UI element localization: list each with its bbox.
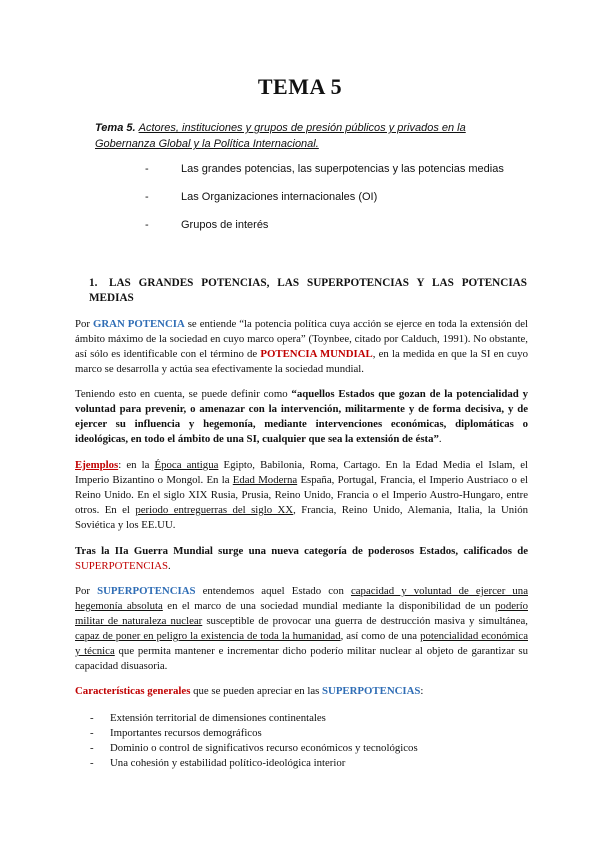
examples-label: Ejemplos xyxy=(75,459,119,471)
list-item xyxy=(90,726,418,741)
intro xyxy=(95,120,525,152)
section-number: 1. xyxy=(89,277,98,289)
list-item-text: Extensión territorial de dimensiones continentales xyxy=(110,712,326,724)
characteristics-list xyxy=(90,711,418,771)
text: , Francia, Reino Unido, Alemania, Italia, la Unión Soviética y los EE.UU. xyxy=(75,504,528,531)
list-item xyxy=(90,756,418,771)
toc-item xyxy=(145,191,504,219)
toc-item-label: Las Organizaciones internacionales (OI) xyxy=(181,191,378,203)
toc-item-label: Las grandes potencias, las superpotencias y las potencias medias xyxy=(181,163,504,175)
list-item xyxy=(90,741,418,756)
keyword-gran-potencia: GRAN POTENCIA xyxy=(92,318,185,330)
definition-quote: “aquellos Estados que gozan de la potencialidad y voluntad para prevenir, o amenazar con la intervención, militarmente y de forma decisiva, y de ejercer su influencia y hegemonía, mediante intervenciones económicas, diplomáticas o ideológicas, en todo el ámbito de una SI, cualquier que sea la extensión de ésta” xyxy=(75,388,529,445)
toc-item xyxy=(145,163,504,191)
paragraph-superpotencias xyxy=(75,584,528,674)
underlined-term: capacidad y voluntad de ejercer una hegemonía absoluta xyxy=(75,585,528,612)
section-heading xyxy=(89,276,527,306)
paragraph-examples xyxy=(75,458,528,533)
text: Por xyxy=(75,585,98,597)
paragraph-gran-potencia xyxy=(75,317,528,377)
text: en el marco de una sociedad mundial mediante la disponibilidad de un xyxy=(162,600,496,612)
bullet-dash: - xyxy=(90,742,94,754)
text: , así como de una xyxy=(340,630,421,642)
page-title: TEMA 5 xyxy=(257,74,343,99)
characteristics-label: Características generales xyxy=(75,685,191,697)
list-item xyxy=(90,711,418,726)
text: entendemos aquel Estado con xyxy=(195,585,351,597)
list-item-text: Dominio o control de significativos recurso económicos y tecnológicos xyxy=(110,742,418,754)
intro-topic: Actores, instituciones y grupos de presión públicos y privados en la Gobernanza Global y la Política Internacional. xyxy=(95,122,466,150)
paragraph-characteristics xyxy=(75,684,528,699)
list-item-text: Una cohesión y estabilidad político-ideológica interior xyxy=(110,757,346,769)
keyword-superpotencias: SUPERPOTENCIAS xyxy=(97,585,196,597)
text: , en la medida en que la SI en cuyo marco se desarrolla y actúa sea efectivamente la sociedad mundial. xyxy=(75,348,528,375)
toc-dash: - xyxy=(145,191,149,203)
text: se entiende “la potencia política cuya acción se ejerce en toda la extensión del ámbito máximo de la sociedad en cuyo marco opera” (Toynbee, citado por Calduch, 1991). No obstante, así sólo es identificable con el término de xyxy=(75,318,529,360)
toc-item xyxy=(145,219,504,247)
paragraph-definition xyxy=(75,387,528,447)
text: susceptible de provocar una guerra de destrucción masiva y simultánea, xyxy=(202,615,528,627)
text: Teniendo esto en cuenta, se puede definir como xyxy=(75,388,292,400)
underlined-term: Edad Moderna xyxy=(232,474,298,486)
list-item-text: Importantes recursos demográficos xyxy=(110,727,262,739)
keyword-potencia-mundial: POTENCIA MUNDIAL xyxy=(260,348,373,360)
underlined-term: poderío militar de naturaleza nuclear xyxy=(75,600,528,627)
bullet-dash: - xyxy=(90,727,94,739)
table-of-contents xyxy=(145,163,504,247)
intro-lead: Tema 5. xyxy=(95,122,136,134)
paragraph-post-war xyxy=(75,544,528,574)
text: España, Portugal, Francia, el Imperio Austriaco o el Reino Unido. En el siglo XIX Rusia, Prusia, Reino Unido, Francia o el Imperio Austro-Hungaro, entre otros. En el xyxy=(75,474,528,516)
underlined-term: capaz de poner en peligro la existencia de toda la humanidad xyxy=(75,630,341,642)
bullet-dash: - xyxy=(90,712,94,724)
text: : en la xyxy=(118,459,155,471)
post-war-statement: Tras la IIa Guerra Mundial surge una nueva categoría de poderosos Estados, calificados de xyxy=(75,545,528,557)
text: . xyxy=(168,560,171,572)
text: : xyxy=(420,685,424,697)
toc-item-label: Grupos de interés xyxy=(181,219,269,231)
keyword-superpotencias: SUPERPOTENCIAS xyxy=(322,685,421,697)
underlined-term: potencialidad económica y técnica xyxy=(75,630,528,657)
section-title: LAS GRANDES POTENCIAS, LAS SUPERPOTENCIAS Y LAS POTENCIAS MEDIAS xyxy=(89,277,527,304)
text: . xyxy=(438,433,442,445)
keyword-superpotencias: SUPERPOTENCIAS xyxy=(75,560,168,572)
text: que permita mantener e incrementar dicho poderío militar nuclear al objeto de garantizar su capacidad disuasoria. xyxy=(75,645,528,672)
text: Por xyxy=(75,318,93,330)
text: Egipto, Babilonia, Roma, Cartago. En la Edad Media el Islam, el Imperio Bizantino o Mongol. En la xyxy=(75,459,528,486)
underlined-term: periodo entreguerras del siglo XX xyxy=(135,504,294,516)
toc-dash: - xyxy=(145,163,149,175)
bullet-dash: - xyxy=(90,757,94,769)
text: que se pueden apreciar en las xyxy=(190,685,323,697)
underlined-term: Época antigua xyxy=(154,459,219,471)
toc-dash: - xyxy=(145,219,149,231)
